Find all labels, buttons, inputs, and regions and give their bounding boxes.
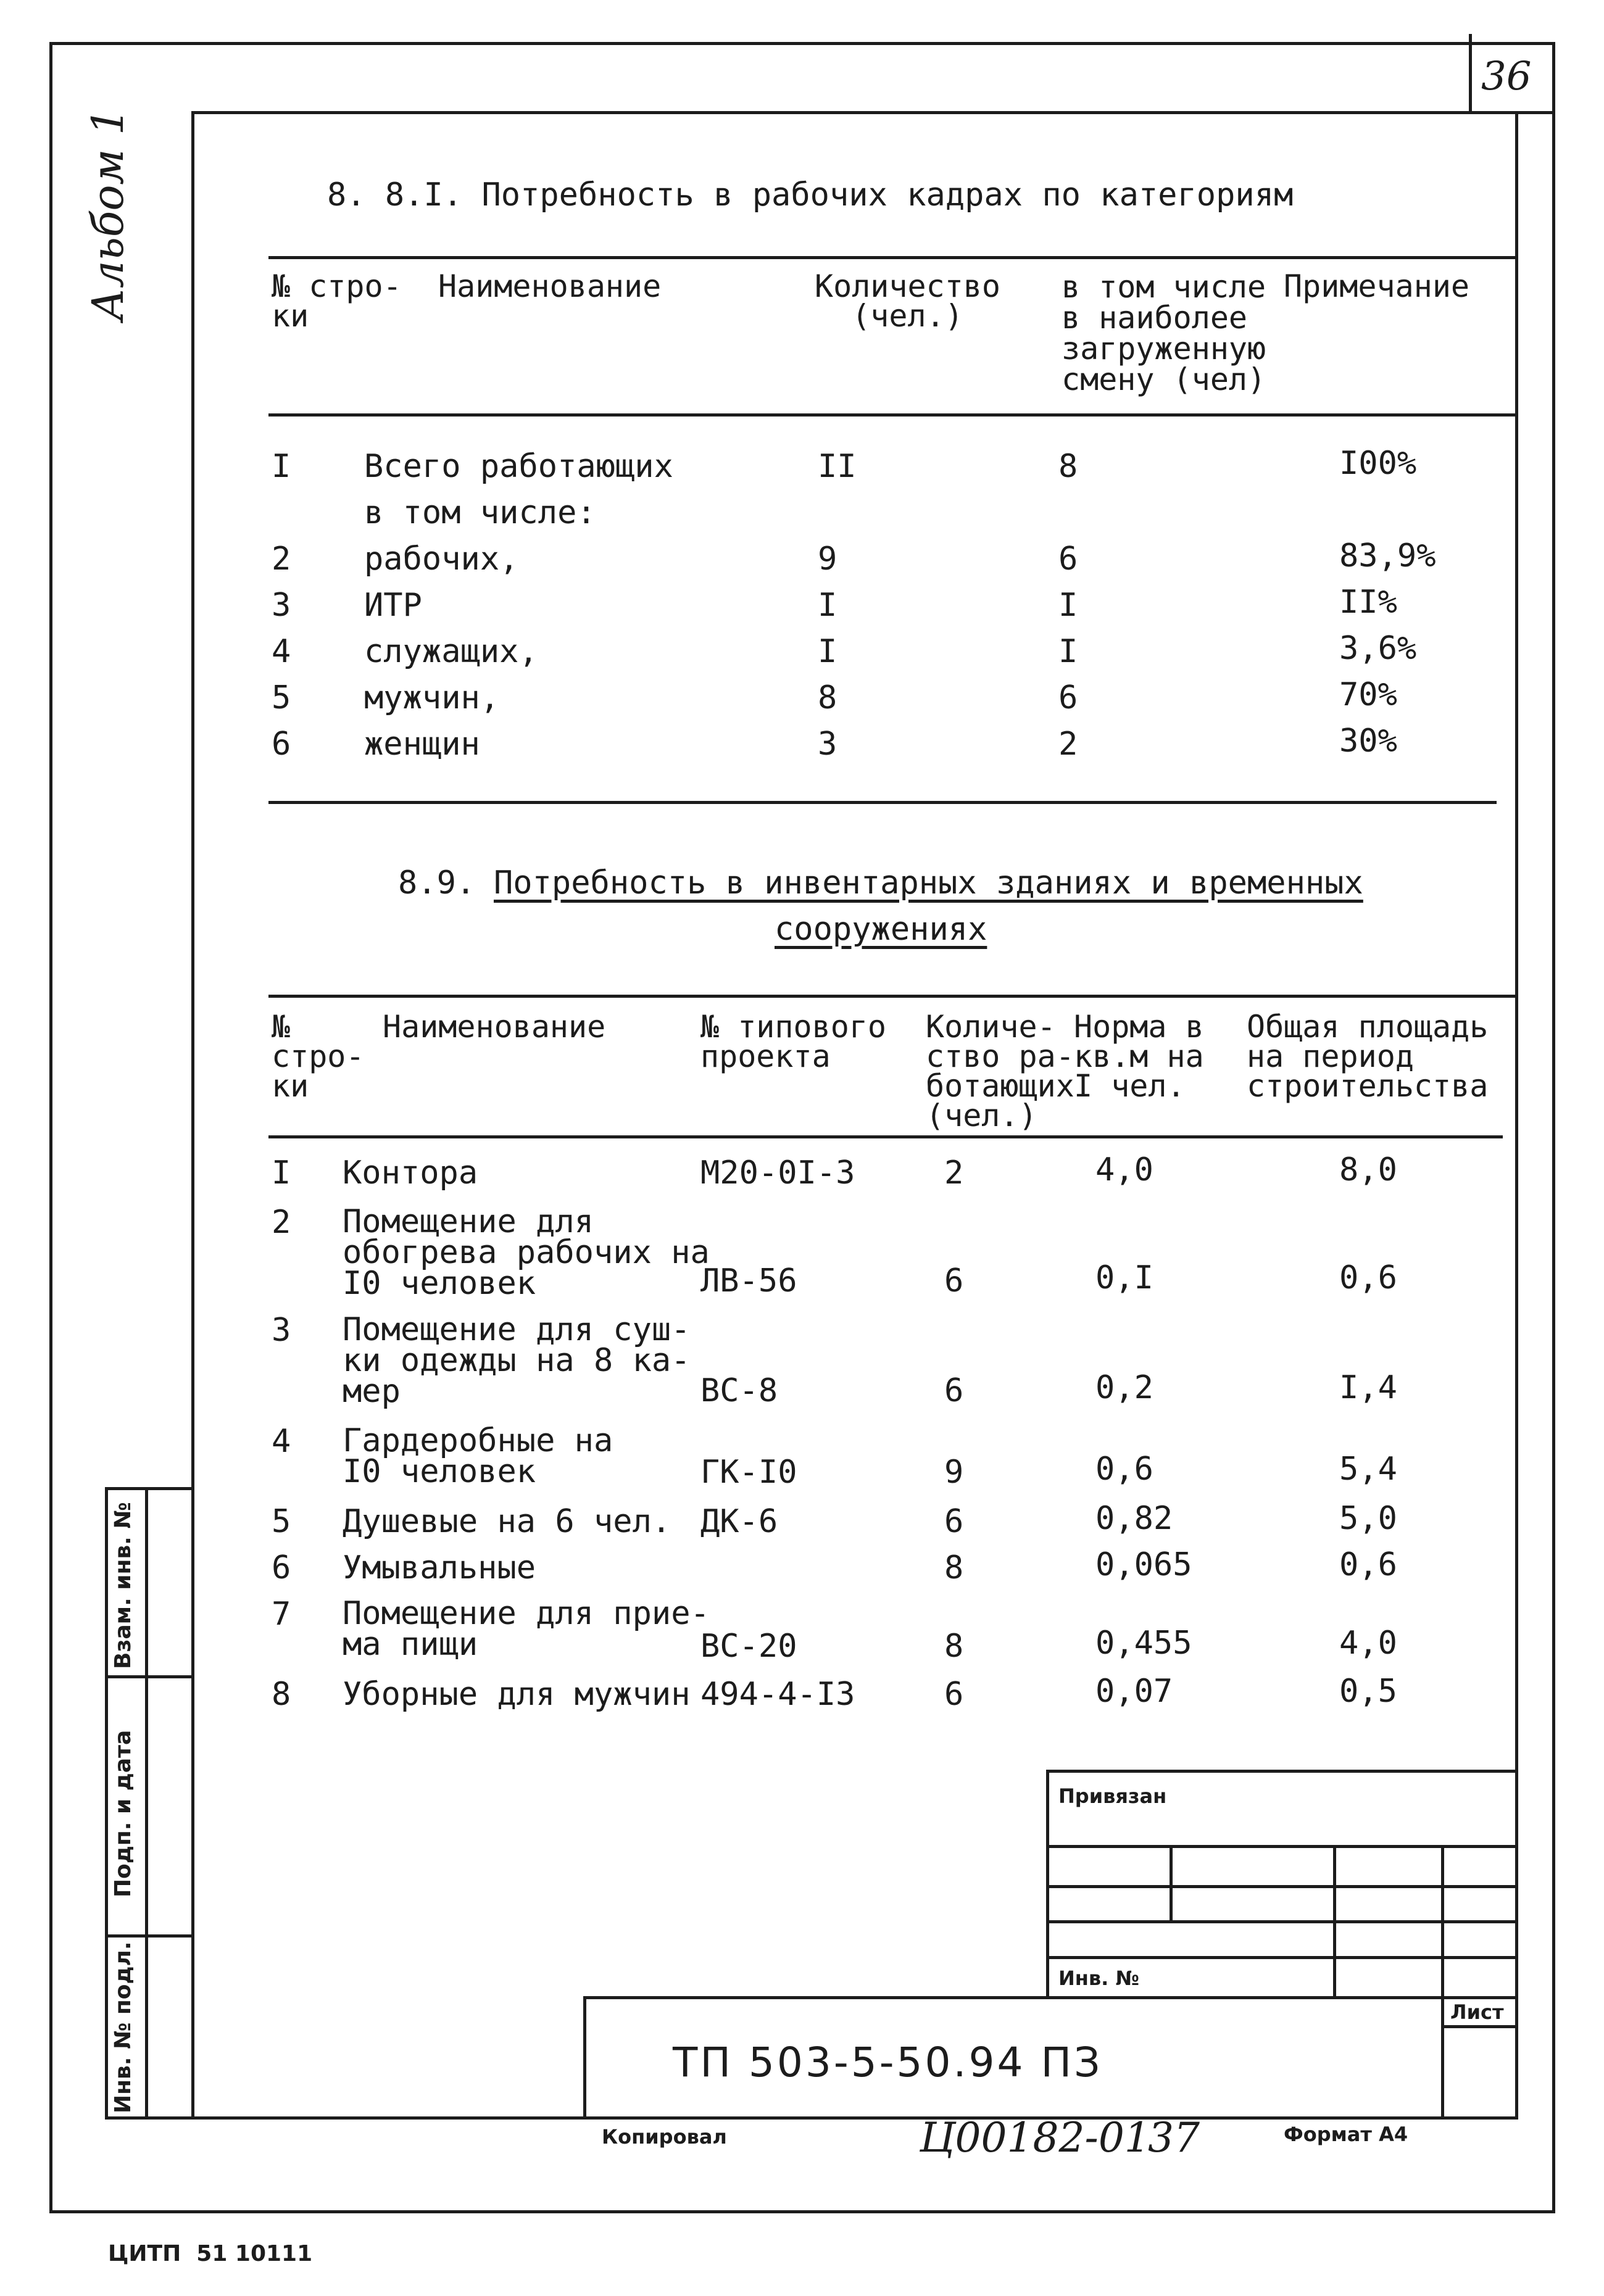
- outer-frame-top: [49, 42, 1555, 45]
- row-project: ГК-I0: [700, 1454, 797, 1491]
- table1-header-shift: в том числе в наиболее загруженную смену (чел): [1062, 269, 1266, 397]
- footer-bottom-code: ЦИТП 51 10111: [108, 2241, 313, 2266]
- table1-header-rule: [268, 413, 1515, 417]
- row-note: 70%: [1339, 676, 1397, 713]
- row-project: М20-0I-3: [700, 1154, 855, 1192]
- stamp-line: [583, 1996, 586, 2120]
- stamp-doc-code: ТП 503-5-50.94 ПЗ: [673, 2039, 1103, 2086]
- side-stamp-sep1: [105, 1675, 194, 1678]
- row-name: Гардеробные на I0 человек: [343, 1422, 613, 1490]
- table1-header-qty: Количество (чел.): [815, 268, 1001, 334]
- row-name: в том числе:: [364, 494, 596, 531]
- row-num: 3: [272, 587, 291, 624]
- row-num: 7: [272, 1596, 291, 1633]
- stamp-line: [1441, 1845, 1444, 2116]
- row-area: 4,0: [1339, 1625, 1397, 1662]
- footer-copied: Копировал: [602, 2125, 727, 2149]
- row-project: ВС-8: [700, 1372, 778, 1409]
- row-norm: 0,82: [1095, 1500, 1173, 1537]
- table1-header-note: Примечание: [1284, 268, 1470, 304]
- footer-code: Ц00182-01: [920, 2114, 1150, 2161]
- row-shift: 6: [1058, 679, 1078, 716]
- stamp-line: [1046, 1770, 1049, 1997]
- row-qty: 8: [818, 679, 837, 716]
- table2-header-rule: [268, 1135, 1503, 1138]
- row-name: ИТР: [364, 587, 422, 624]
- row-name: мужчин,: [364, 679, 500, 716]
- side-label-inv-podl: Инв. № подл.: [110, 1941, 136, 2113]
- stamp-line: [1046, 1770, 1515, 1773]
- row-note: 30%: [1339, 723, 1397, 760]
- stamp-sheet-label: Лист: [1450, 2000, 1504, 2024]
- row-name: Уборные для мужчин: [343, 1676, 691, 1713]
- table1-top-rule: [268, 256, 1515, 259]
- page-number-box-bottom: [1469, 111, 1555, 114]
- row-num: 4: [272, 1423, 291, 1460]
- side-stamp-top: [105, 1487, 194, 1490]
- stamp-line: [1441, 2025, 1518, 2028]
- row-workers: 6: [944, 1262, 964, 1299]
- stamp-line: [1333, 1845, 1336, 1999]
- stamp-line: [1046, 1920, 1515, 1923]
- row-num: 5: [272, 1503, 291, 1540]
- section2-title-line1: Потребность в инвентарных зданиях и временных: [494, 864, 1363, 901]
- table2-header-workers: Количе- ство ра- ботающих (чел.): [926, 1009, 1074, 1133]
- row-workers: 8: [944, 1628, 964, 1665]
- row-qty: 3: [818, 726, 837, 763]
- row-qty: I: [818, 633, 837, 670]
- row-shift: 2: [1058, 726, 1078, 763]
- row-shift: I: [1058, 633, 1078, 670]
- row-area: 5,4: [1339, 1451, 1397, 1488]
- stamp-line: [1046, 1845, 1515, 1848]
- row-area: I,4: [1339, 1369, 1397, 1406]
- outer-frame-right: [1552, 42, 1555, 2213]
- page-number: 36: [1481, 54, 1532, 99]
- table2-header-norm: Норма в кв.м на I чел.: [1074, 1009, 1204, 1104]
- row-num: 2: [272, 1204, 291, 1241]
- footer-num: 37: [1148, 2114, 1200, 2161]
- row-num: 5: [272, 679, 291, 716]
- row-name: Всего работающих: [364, 448, 673, 485]
- row-qty: II: [818, 448, 857, 485]
- stamp-line: [1046, 1956, 1515, 1959]
- inner-frame-left: [191, 111, 194, 2120]
- row-name: служащих,: [364, 633, 538, 670]
- table2-header-num: № стро- ки: [272, 1009, 365, 1104]
- row-norm: 0,I: [1095, 1259, 1153, 1296]
- row-name: Умывальные: [343, 1549, 536, 1586]
- row-num: 6: [272, 726, 291, 763]
- row-note: II%: [1339, 584, 1397, 621]
- row-workers: 8: [944, 1549, 964, 1586]
- row-shift: 6: [1058, 541, 1078, 578]
- row-workers: 6: [944, 1372, 964, 1409]
- row-workers: 6: [944, 1503, 964, 1540]
- row-name: Душевые на 6 чел.: [343, 1503, 671, 1540]
- section2-title-line2: сооружениях: [775, 911, 987, 948]
- table1-header-name: Наименование: [438, 268, 662, 304]
- row-norm: 0,07: [1095, 1673, 1173, 1710]
- album-label: Альбом 1: [83, 107, 133, 321]
- row-area: 8,0: [1339, 1151, 1397, 1188]
- row-num: 3: [272, 1312, 291, 1349]
- side-label-podp: Подп. и дата: [110, 1730, 136, 1897]
- table2-header-project: № типового проекта: [700, 1009, 887, 1074]
- row-num: 2: [272, 541, 291, 578]
- row-shift: I: [1058, 587, 1078, 624]
- row-name: Помещение для прие- ма пищи: [343, 1595, 710, 1663]
- row-norm: 0,6: [1095, 1451, 1153, 1488]
- row-project: ЛВ-56: [700, 1262, 797, 1299]
- row-qty: I: [818, 587, 837, 624]
- section1-title: 8. 8.I. Потребность в рабочих кадрах по категориям: [327, 176, 1294, 213]
- section2-title-num: 8.9.: [398, 864, 476, 901]
- table2-top-rule: [268, 995, 1515, 998]
- inner-frame-right: [1515, 111, 1518, 2120]
- table1-bottom-rule: [268, 801, 1497, 804]
- stamp-bound-label: Привязан: [1058, 1784, 1167, 1808]
- row-area: 0,5: [1339, 1673, 1397, 1710]
- row-area: 0,6: [1339, 1546, 1397, 1583]
- stamp-inv-label: Инв. №: [1058, 1967, 1139, 1990]
- row-name: Помещение для суш- ки одежды на 8 ка- мер: [343, 1311, 691, 1410]
- row-workers: 2: [944, 1154, 964, 1192]
- side-stamp-left: [105, 1487, 108, 2120]
- row-note: 83,9%: [1339, 537, 1436, 574]
- row-num: 6: [272, 1549, 291, 1586]
- inner-frame-bottom: [105, 2116, 1518, 2120]
- row-norm: 0,455: [1095, 1625, 1192, 1662]
- side-stamp-middle: [145, 1487, 148, 2120]
- stamp-line: [583, 1996, 1518, 1999]
- page-number-box-left: [1469, 34, 1472, 114]
- row-workers: 6: [944, 1676, 964, 1713]
- row-name: женщин: [364, 726, 480, 763]
- table2-header-area: Общая площадь на период строительства: [1247, 1009, 1489, 1104]
- row-num: 4: [272, 633, 291, 670]
- row-num: 8: [272, 1676, 291, 1713]
- side-label-vzam: Взам. инв. №: [110, 1502, 136, 1669]
- row-name: Контора: [343, 1154, 478, 1192]
- row-name: Помещение для обогрева рабочих на I0 человек: [343, 1203, 710, 1302]
- row-norm: 0,2: [1095, 1369, 1153, 1406]
- stamp-line: [1046, 1885, 1515, 1888]
- row-area: 5,0: [1339, 1500, 1397, 1537]
- row-qty: 9: [818, 541, 837, 578]
- table2-header-name: Наименование: [383, 1009, 606, 1045]
- stamp-line: [1170, 1845, 1173, 1922]
- row-name: рабочих,: [364, 541, 519, 578]
- side-stamp-sep2: [105, 1934, 194, 1938]
- footer-format: Формат А4: [1284, 2123, 1408, 2146]
- row-project: ВС-20: [700, 1628, 797, 1665]
- outer-frame-left: [49, 42, 52, 2213]
- row-area: 0,6: [1339, 1259, 1397, 1296]
- row-project: 494-4-I3: [700, 1676, 855, 1713]
- row-note: 3,6%: [1339, 630, 1417, 667]
- table1-header-num: № стро- ки: [272, 268, 402, 334]
- row-norm: 0,065: [1095, 1546, 1192, 1583]
- outer-frame-bottom: [49, 2210, 1555, 2213]
- row-project: ДК-6: [700, 1503, 778, 1540]
- row-shift: 8: [1058, 448, 1078, 485]
- row-note: I00%: [1339, 445, 1417, 482]
- row-num: I: [272, 448, 291, 485]
- row-num: I: [272, 1154, 291, 1192]
- row-norm: 4,0: [1095, 1151, 1153, 1188]
- inner-frame-top: [191, 111, 1518, 114]
- row-workers: 9: [944, 1454, 964, 1491]
